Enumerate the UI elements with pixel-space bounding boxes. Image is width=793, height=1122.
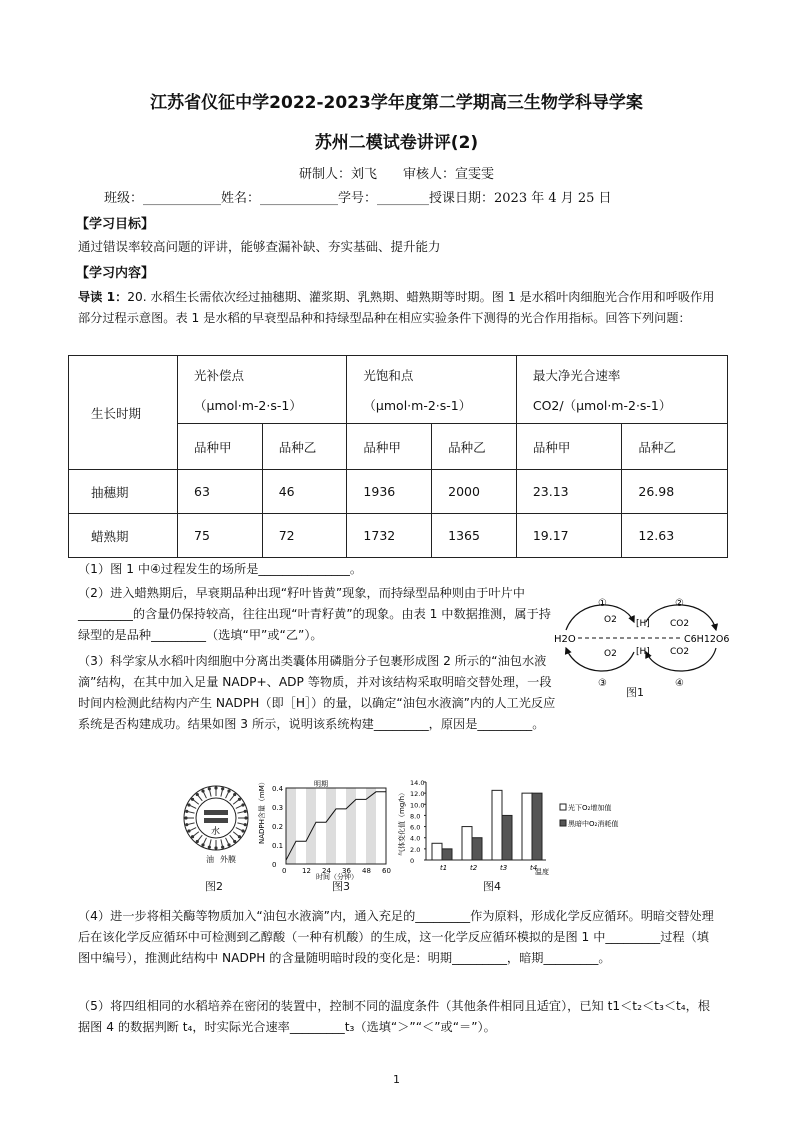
goal-text: 通过错误率较高问题的评讲，能够查漏补缺、夯实基础、提升能力 bbox=[78, 239, 441, 254]
fig4-ylabel: 气体变化值（mg/h） bbox=[398, 788, 406, 856]
question-4: （4）进一步将相关酶等物质加入“油包水液滴”内，通入充足的_________作为原料，形成化学反应循环。明暗交替处理后在该化学反应循环中可检测到乙醇酸（一种有机酸）的生成，这一化学反应循环模拟的是图 1 中_________过程（填图中编号），推测此结构中 NADPH 的含量随明暗时段的变化是：明期_________，暗期_________。 bbox=[78, 909, 714, 965]
light-period-band bbox=[366, 788, 376, 864]
group-unit: CO2/（μmol·m-2·s-1） bbox=[532, 397, 672, 413]
phospholipid-head bbox=[187, 803, 190, 806]
value-cell: 12.63 bbox=[622, 514, 728, 558]
fig4-caption: 图4 bbox=[483, 880, 501, 893]
phospholipid-head bbox=[201, 789, 204, 792]
phospholipid-head bbox=[196, 793, 199, 796]
y-tick-label: 4.0 bbox=[410, 834, 421, 843]
intro-paragraph bbox=[78, 287, 718, 329]
legend-dark: 黑暗中O₂消耗值 bbox=[568, 820, 619, 828]
variety-header: 品种乙 bbox=[622, 424, 728, 470]
phospholipid-head bbox=[208, 846, 211, 849]
group-unit: （μmol·m-2·s-1） bbox=[363, 397, 472, 413]
group-unit: （μmol·m-2·s-1） bbox=[194, 397, 302, 413]
question-5: （5）将四组相同的水稻培养在密闭的装置中，控制不同的温度条件（其他条件相同且适宜），已知 t1＜t₂＜t₃＜t₄，根据图 4 的数据判断 t₄，时实际光合速率_________t₃（选填“＞”“＜”或“＝”）。 bbox=[78, 999, 711, 1034]
phospholipid-head bbox=[227, 843, 230, 846]
thylakoid bbox=[204, 818, 228, 823]
y-tick-label: 8.0 bbox=[410, 812, 421, 821]
fig1-arrow bbox=[566, 648, 634, 671]
phospholipid-head bbox=[227, 789, 230, 792]
y-tick-label: 0 bbox=[272, 861, 277, 869]
stage-cell: 蜡熟期 bbox=[69, 514, 178, 558]
fig4-xlabel: 温度 bbox=[535, 868, 549, 876]
group-header bbox=[347, 356, 516, 424]
bar-light bbox=[462, 827, 472, 860]
y-tick-label: 0.3 bbox=[272, 804, 284, 812]
group-name: 光饱和点 bbox=[363, 367, 414, 383]
fig2-oil-label: 油 bbox=[206, 855, 214, 864]
phospholipid-head bbox=[187, 829, 190, 832]
question-1: （1）图 1 中④过程发生的场所是_______________。 bbox=[78, 562, 363, 576]
variety-header: 品种乙 bbox=[432, 424, 517, 470]
value-cell: 1936 bbox=[347, 470, 432, 514]
value-cell: 19.17 bbox=[516, 514, 622, 558]
category-label: t3 bbox=[500, 864, 508, 872]
fig1-o2-bottom: O2 bbox=[604, 649, 617, 659]
y-tick-label: 0.4 bbox=[272, 785, 284, 793]
goal-header: 【学习目标】 bbox=[76, 217, 155, 232]
stage-header: 生长时期 bbox=[69, 356, 178, 470]
phospholipid-head bbox=[191, 835, 194, 838]
legend-light: 光下O₂增加值 bbox=[568, 804, 612, 812]
fig2-water-label: 水 bbox=[211, 827, 221, 837]
question-2: （2）进入蜡熟期后，早衰期品种出现“籽叶皆黄”现象，而持绿型品种则由于叶片中_________的含量仍保持较高，往往出现“叶青籽黄”的现象。由表 1 中数据推测，属于持绿型的是品种_________（选填“甲”或“乙”）。 bbox=[78, 586, 551, 642]
data-table bbox=[68, 355, 728, 558]
fig3-caption: 图3 bbox=[332, 880, 350, 893]
phospholipid-head bbox=[244, 816, 247, 819]
value-cell: 1732 bbox=[347, 514, 432, 558]
phospholipid-head bbox=[241, 829, 244, 832]
bar-light bbox=[432, 843, 442, 860]
y-tick-label: 12.0 bbox=[410, 790, 425, 799]
y-tick-label: 10.0 bbox=[410, 801, 425, 810]
fig3-xlabel: 时间（分钟） bbox=[316, 873, 358, 881]
page-subtitle: 苏州二模试卷讲评(2) bbox=[314, 133, 479, 153]
value-cell: 63 bbox=[178, 470, 263, 514]
figure-3-chart bbox=[256, 774, 396, 882]
fig1-step-2: ② bbox=[675, 598, 684, 609]
figure-2-droplet bbox=[176, 776, 256, 866]
phospholipid-head bbox=[184, 816, 187, 819]
phospholipid-head bbox=[185, 823, 188, 826]
legend-swatch-dark bbox=[560, 820, 566, 826]
y-tick-label: 0.1 bbox=[272, 842, 284, 850]
fig1-h-bottom: [H] bbox=[636, 647, 650, 657]
bar-light bbox=[492, 790, 502, 860]
light-period-band bbox=[286, 788, 296, 864]
light-period-band bbox=[346, 788, 356, 864]
category-label: t4 bbox=[530, 864, 538, 872]
phospholipid-head bbox=[233, 793, 236, 796]
y-tick-label: 6.0 bbox=[410, 823, 421, 832]
value-cell: 46 bbox=[262, 470, 347, 514]
phospholipid-head bbox=[238, 798, 241, 801]
x-tick-label: 24 bbox=[322, 867, 331, 875]
phospholipid-head bbox=[196, 840, 199, 843]
phospholipid-head bbox=[238, 835, 241, 838]
variety-header: 品种甲 bbox=[347, 424, 432, 470]
x-tick-label: 0 bbox=[282, 867, 287, 875]
category-label: t1 bbox=[440, 864, 448, 872]
intro-text: 20. 水稻生长需依次经过抽穗期、灌浆期、乳熟期、蜡熟期等时期。图 1 是水稻叶肉细胞光合作用和呼吸作用部分过程示意图。表 1 是水稻的早衰型品种和持绿型品种在相应实验条件下测得的光合作用指标。回答下列问题： bbox=[78, 290, 715, 325]
x-tick-label: 12 bbox=[302, 867, 311, 875]
phospholipid-head bbox=[208, 787, 211, 790]
value-cell: 75 bbox=[178, 514, 263, 558]
fig1-o2-top: O2 bbox=[604, 615, 617, 625]
category-label: t2 bbox=[470, 864, 478, 872]
variety-header: 品种甲 bbox=[516, 424, 622, 470]
authors: 研制人：刘飞 审核人：宣雯雯 bbox=[298, 167, 494, 182]
fig1-caption: 图1 bbox=[626, 686, 644, 699]
phospholipid-head bbox=[221, 846, 224, 849]
light-period-band bbox=[326, 788, 336, 864]
fig3-light-label: 明期 bbox=[314, 780, 328, 788]
bar-dark bbox=[532, 793, 542, 860]
fig1-co2-bottom: CO2 bbox=[670, 647, 690, 657]
question-3-text: （3）科学家从水稻叶肉细胞中分离出类囊体用磷脂分子包裹形成图 2 所示的“油包水液滴”结构，在其中加入足量 NADP+、ADP 等物质，并对该结构采取明暗交替处理，一段时间内检测此结构内产生 NADPH（即［H］）的量，以确定“油包水液滴”内的人工光反应系统是否构建成功。结果如图 3 所示，说明该系统构建_________，原因是_________。 bbox=[78, 654, 556, 731]
student-info-line: 班级：____________姓名：____________学号：________授课日期：2023 年 4 月 25 日 bbox=[104, 191, 612, 206]
fig1-step-1: ① bbox=[598, 598, 607, 609]
figure-4-chart bbox=[396, 776, 619, 880]
table-row bbox=[69, 514, 728, 558]
y-tick-label: 14.0 bbox=[410, 779, 425, 787]
value-cell: 72 bbox=[262, 514, 347, 558]
phospholipid-head bbox=[185, 810, 188, 813]
y-tick-label: 0 bbox=[410, 857, 415, 865]
variety-header: 品种甲 bbox=[178, 424, 263, 470]
group-name: 最大净光合速率 bbox=[532, 367, 621, 383]
x-tick-label: 36 bbox=[342, 867, 351, 875]
fig1-h-top: [H] bbox=[636, 619, 650, 629]
page-number: 1 bbox=[393, 1073, 400, 1086]
group-header bbox=[516, 356, 727, 424]
bar-dark bbox=[502, 815, 512, 860]
bar-light bbox=[522, 793, 532, 860]
phospholipid-head bbox=[244, 810, 247, 813]
value-cell: 2000 bbox=[432, 470, 517, 514]
phospholipid-head bbox=[214, 786, 217, 789]
value-cell: 26.98 bbox=[622, 470, 728, 514]
phospholipid-head bbox=[214, 846, 217, 849]
table-row bbox=[69, 470, 728, 514]
y-tick-label: 2.0 bbox=[410, 845, 421, 854]
phospholipid-head bbox=[191, 798, 194, 801]
fig1-h2o: H2O bbox=[554, 634, 576, 645]
fig1-glucose: C6H12O6 bbox=[684, 634, 730, 645]
page-title: 江苏省仪征中学2022-2023学年度第二学期高三生物学科导学案 bbox=[150, 93, 643, 113]
y-tick-label: 0.2 bbox=[272, 823, 284, 831]
fig1-step-4: ④ bbox=[675, 678, 684, 689]
phospholipid-head bbox=[233, 840, 236, 843]
phospholipid-head bbox=[221, 787, 224, 790]
stage-cell: 抽穗期 bbox=[69, 470, 178, 514]
thylakoid bbox=[204, 810, 228, 815]
variety-header: 品种乙 bbox=[262, 424, 347, 470]
content-header: 【学习内容】 bbox=[76, 266, 155, 281]
bar-dark bbox=[472, 838, 482, 860]
bar-dark bbox=[442, 849, 452, 860]
phospholipid-head bbox=[241, 803, 244, 806]
intro-label: 导读 1： bbox=[78, 290, 128, 304]
fig3-ylabel: NADPH含量（mM） bbox=[258, 778, 266, 844]
legend-swatch-light bbox=[560, 804, 566, 810]
fig2-membrane-label: 外膜 bbox=[220, 855, 236, 864]
phospholipid-head bbox=[244, 823, 247, 826]
phospholipid-head bbox=[201, 843, 204, 846]
value-cell: 1365 bbox=[432, 514, 517, 558]
x-tick-label: 60 bbox=[382, 867, 391, 875]
fig1-step-3: ③ bbox=[598, 678, 607, 689]
group-header bbox=[178, 356, 347, 424]
fig2-caption: 图2 bbox=[205, 880, 223, 893]
value-cell: 23.13 bbox=[516, 470, 622, 514]
group-name: 光补偿点 bbox=[194, 367, 245, 383]
fig1-co2-top: CO2 bbox=[670, 619, 690, 629]
x-tick-label: 48 bbox=[362, 867, 371, 875]
